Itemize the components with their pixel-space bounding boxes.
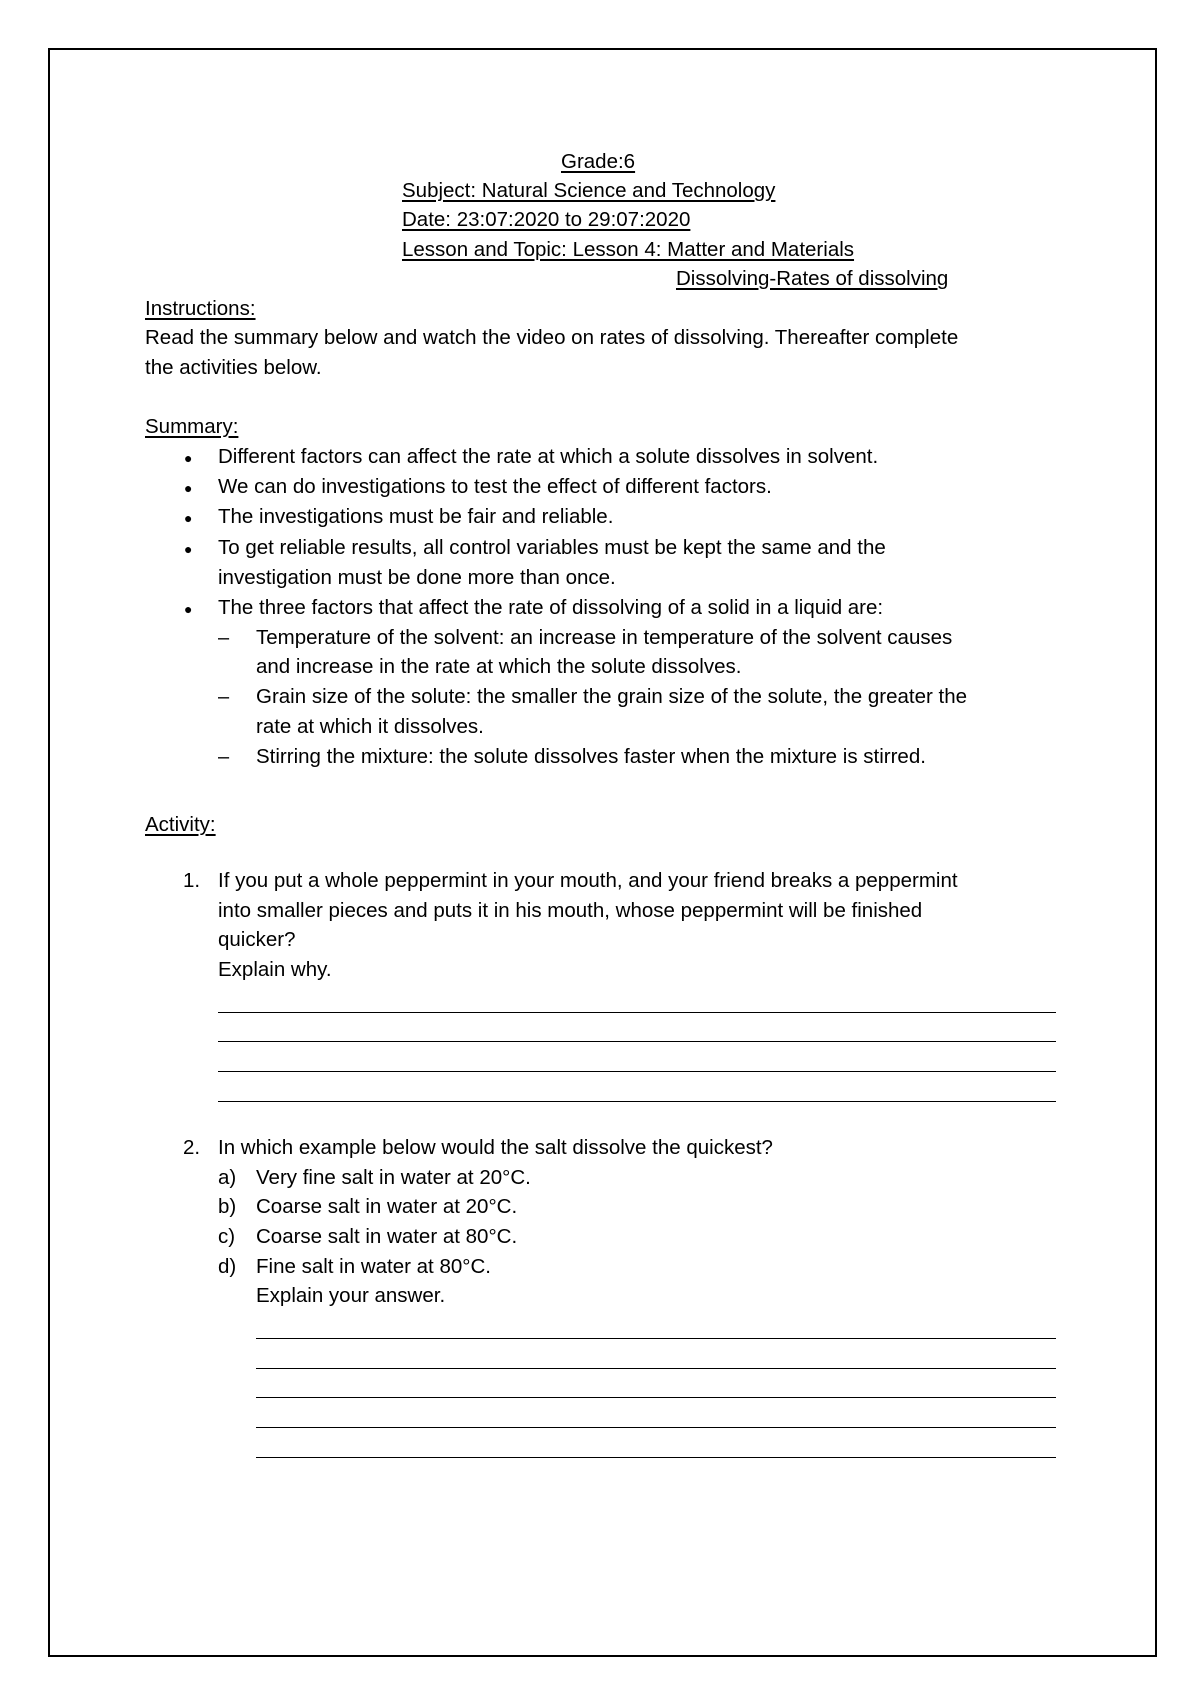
answer-line[interactable]	[256, 1368, 1056, 1369]
summary-bullet: The investigations must be fair and reliable.	[218, 505, 614, 528]
topic-heading: Dissolving-Rates of dissolving	[676, 267, 949, 290]
option-label: d)	[218, 1255, 237, 1278]
answer-line[interactable]	[218, 1012, 1056, 1013]
activity-heading: Activity:	[145, 813, 216, 836]
subject-heading: Subject: Natural Science and Technology	[402, 179, 776, 202]
instructions-text-line: Read the summary below and watch the video on rates of dissolving. Thereafter complete	[145, 326, 959, 349]
option-text: Fine salt in water at 80°C.	[256, 1255, 491, 1278]
answer-line[interactable]	[256, 1338, 1056, 1339]
bullet-icon: ●	[184, 510, 193, 526]
answer-line[interactable]	[256, 1457, 1056, 1458]
option-text: Very fine salt in water at 20°C.	[256, 1166, 531, 1189]
answer-line[interactable]	[218, 1041, 1056, 1042]
answer-line[interactable]	[218, 1071, 1056, 1072]
question-text: into smaller pieces and puts it in his mouth, whose peppermint will be finished	[218, 899, 923, 922]
bullet-icon: ●	[184, 450, 193, 466]
dash-icon: –	[218, 627, 230, 649]
summary-bullet: The three factors that affect the rate of dissolving of a solid in a liquid are:	[218, 596, 884, 619]
option-text: Coarse salt in water at 80°C.	[256, 1225, 518, 1248]
instructions-text-line: the activities below.	[145, 356, 322, 379]
explain-prompt: Explain your answer.	[256, 1284, 446, 1307]
date-heading: Date: 23:07:2020 to 29:07:2020	[402, 208, 691, 231]
grade-heading: Grade:6	[561, 150, 636, 173]
answer-line[interactable]	[256, 1397, 1056, 1398]
factor-item-continuation: rate at which it dissolves.	[256, 715, 484, 738]
instructions-heading: Instructions:	[145, 297, 256, 320]
summary-bullet: To get reliable results, all control variables must be kept the same and the	[218, 536, 886, 559]
answer-line[interactable]	[218, 1101, 1056, 1102]
bullet-icon: ●	[184, 480, 193, 496]
factor-item: Grain size of the solute: the smaller the grain size of the solute, the greater the	[256, 685, 968, 708]
factor-item: Temperature of the solvent: an increase in temperature of the solvent causes	[256, 626, 953, 649]
option-label: c)	[218, 1225, 236, 1248]
dash-icon: –	[218, 746, 230, 768]
option-label: a)	[218, 1166, 237, 1189]
question-text: Explain why.	[218, 958, 332, 981]
page-border	[48, 48, 1157, 1657]
lesson-heading: Lesson and Topic: Lesson 4: Matter and Materials	[402, 238, 855, 261]
factor-item-continuation: and increase in the rate at which the solute dissolves.	[256, 655, 742, 678]
question-text: quicker?	[218, 928, 296, 951]
summary-bullet: We can do investigations to test the effect of different factors.	[218, 475, 772, 498]
option-label: b)	[218, 1195, 237, 1218]
summary-heading: Summary:	[145, 415, 239, 438]
dash-icon: –	[218, 686, 230, 708]
question-text: If you put a whole peppermint in your mouth, and your friend breaks a peppermint	[218, 869, 958, 892]
question-number: 1.	[183, 869, 201, 892]
bullet-icon: ●	[184, 601, 193, 617]
summary-bullet: Different factors can affect the rate at which a solute dissolves in solvent.	[218, 445, 879, 468]
option-text: Coarse salt in water at 20°C.	[256, 1195, 518, 1218]
question-text: In which example below would the salt dissolve the quickest?	[218, 1136, 773, 1159]
answer-line[interactable]	[256, 1427, 1056, 1428]
summary-bullet-continuation: investigation must be done more than once.	[218, 566, 616, 589]
bullet-icon: ●	[184, 541, 193, 557]
factor-item: Stirring the mixture: the solute dissolves faster when the mixture is stirred.	[256, 745, 926, 768]
question-number: 2.	[183, 1136, 201, 1159]
